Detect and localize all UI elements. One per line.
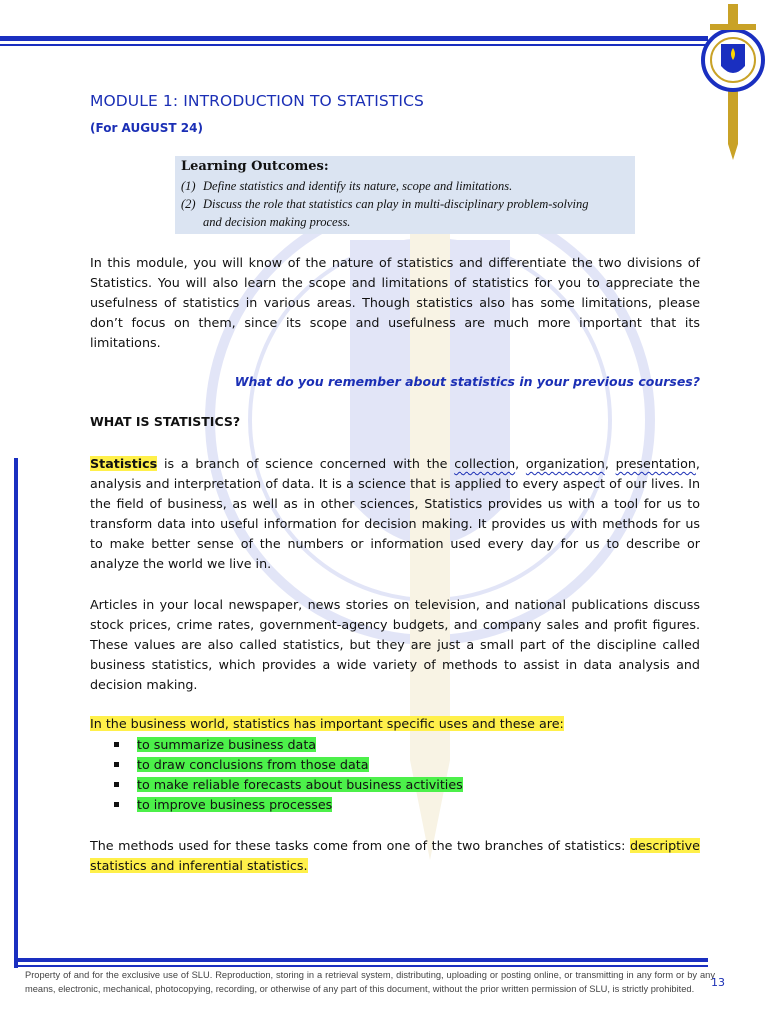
learning-outcomes-box [175,156,635,234]
section-heading: WHAT IS STATISTICS? [90,414,241,429]
list-item [110,755,463,775]
list-item [110,775,463,795]
uses-intro-highlight: In the business [90,716,186,731]
definition-separator: , [604,456,616,471]
header-rule-thin [0,44,708,46]
definition-paragraph [90,454,700,574]
uses-list [110,735,463,815]
uses-intro [90,714,700,734]
definition-keyword-collection: collection [454,456,516,471]
definition-text-rest: , analysis and interpretation of data. It is a science that is applied to every aspect of our lives. In the field of business, as well as in other sciences, Statistics provides us with a tool for us to transform data into useful information for decision making. It provides us with methods for us to make better sense of the numbers or information used every day for us to describe or analyze the world we live in. [90,456,700,571]
branches-paragraph [90,836,700,876]
list-item [110,735,463,755]
definition-keyword-presentation: presentation [615,456,696,471]
learning-outcome-number: (2) [181,197,196,211]
branches-text: The methods used for these tasks come from one of the two branches of statistics: [90,838,630,853]
learning-outcome-item [181,196,589,213]
branches-highlight: descriptive statistics and inferential statistics. [90,838,700,873]
learning-outcome-item [181,214,350,231]
definition-term: Statistics [90,456,158,471]
intro-paragraph: In this module, you will know of the nature of statistics and differentiate the two divisions of Statistics. You will also learn the scope and limitations of statistics for you to appreciate the usefulness of statistics in various areas. Though statistics also has some limitations, please don’t focus on them, since its scope and usefulness are much more important that its limitations. [90,255,700,350]
learning-outcome-text: Define statistics and identify its nature, scope and limitations. [203,179,513,193]
learning-outcomes-heading: Learning Outcomes: [181,159,329,174]
learning-outcome-number: (1) [181,179,196,193]
reflection-question: What do you remember about statistics in your previous courses? [234,374,700,389]
articles-paragraph: Articles in your local newspaper, news stories on television, and national publications discuss stock prices, crime rates, government-agency budgets, and company sales and profit figures. These values are also called statistics, but they are just a small part of the discipline called business statistics, which provides a wide variety of methods to assist in data analysis and decision making. [90,597,700,692]
page-subtitle: (For AUGUST 24) [90,121,203,135]
side-bar-rule [14,458,18,968]
footer-rule-thin [14,965,708,967]
university-seal-icon [700,2,766,162]
list-item-text: to summarize business data [137,737,317,752]
definition-separator: , [515,456,526,471]
list-item [110,795,463,815]
list-item-text: to draw conclusions from those data [137,757,369,772]
definition-text: is a branch of science concerned with the [157,456,455,471]
page-title: MODULE 1: INTRODUCTION TO STATISTICS [90,92,424,110]
uses-intro-highlight-rest: world, statistics has important specific uses and these are: [185,716,564,731]
list-item-text: to make reliable forecasts about business activities [137,777,463,792]
page-number: 13 [711,976,725,989]
header-rule [0,36,708,41]
learning-outcome-text: and decision making process. [203,215,351,229]
copyright-footer: Property of and for the exclusive use of SLU. Reproduction, storing in a retrieval system, distributing, uploading or posting online, or transmitting in any form or by any means, electronic, mechanical, photocopying, recording, or otherwise of any part of this document, without the prior written permission of SLU, is strictly prohibited. [25,970,715,994]
learning-outcome-item [181,178,512,195]
footer-rule [14,958,708,962]
list-item-text: to improve business processes [137,797,333,812]
definition-keyword-organization: organization [525,456,605,471]
learning-outcome-text: Discuss the role that statistics can play in multi-disciplinary problem-solving [203,197,589,211]
